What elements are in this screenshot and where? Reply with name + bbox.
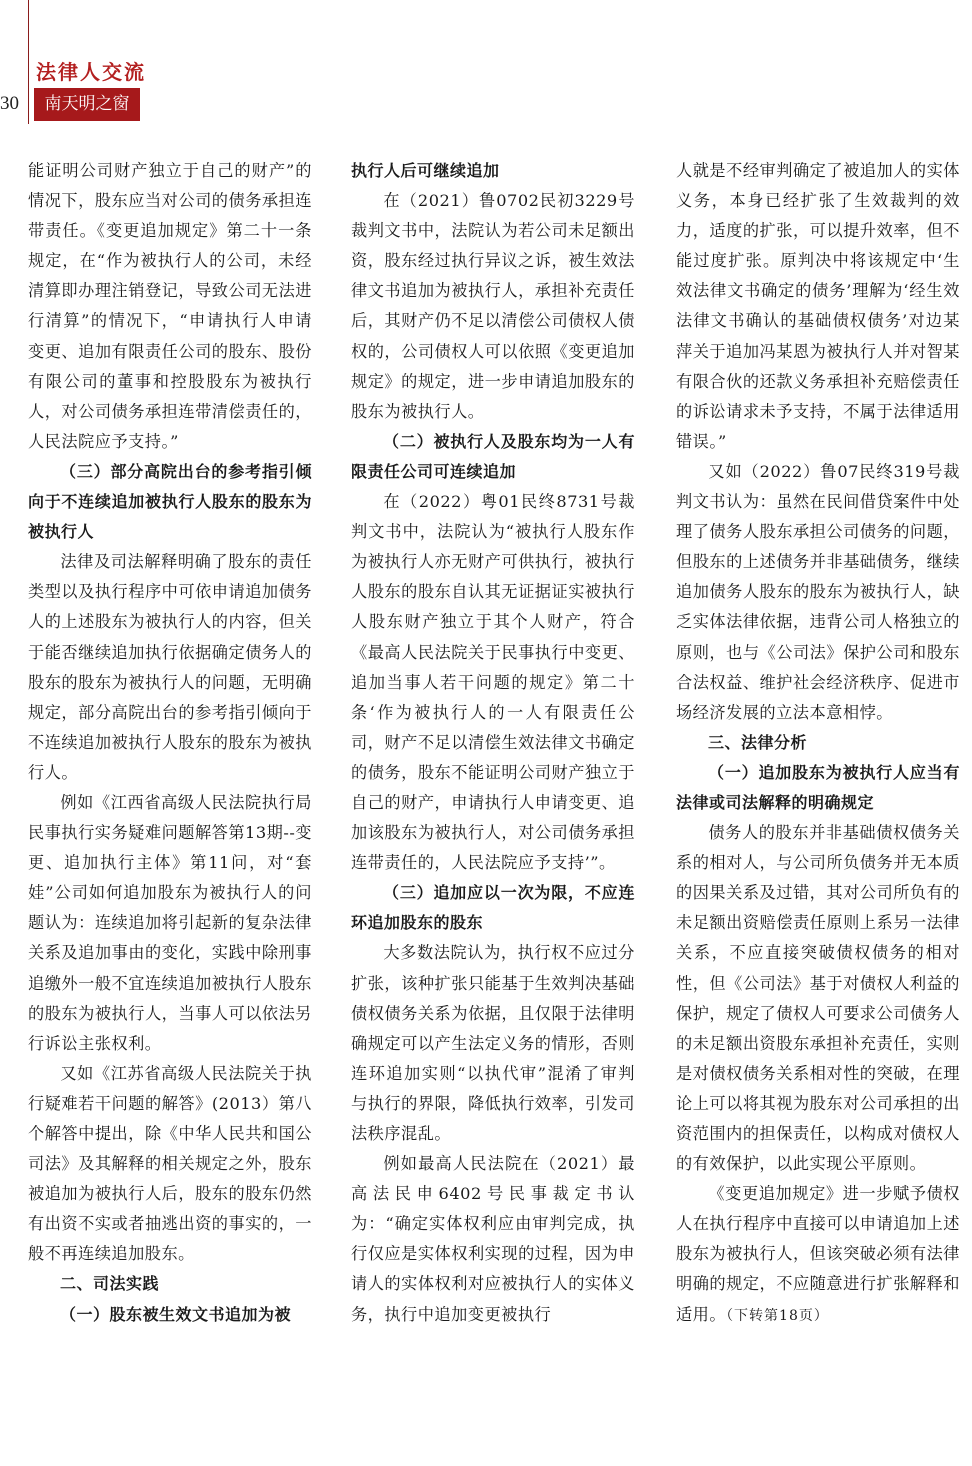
section-title: 法律人交流 bbox=[36, 60, 146, 84]
subheading: （一）股东被生效文书追加为被 bbox=[60, 1304, 292, 1324]
paragraph bbox=[676, 1179, 960, 1330]
header-rule bbox=[28, 0, 29, 124]
subheading: （二）被执行人及股东均为一人有限责任公司可连续追加 bbox=[351, 431, 635, 481]
subheading: （三）部分高院出台的参考指引倾向于不连续追加被执行人股东的股东为被执行人 bbox=[28, 461, 312, 542]
text-column-2 bbox=[351, 156, 635, 1330]
section-heading: 二、司法实践 bbox=[60, 1274, 160, 1294]
subheading-continued: 执行人后可继续追加 bbox=[351, 161, 500, 180]
paragraph-text: 《变更追加规定》进一步赋予债权人在执行程序中直接可以申请追加上述股东为被执行人，但该突破必须有法律明确的规定，不应随意进行扩张解释和适用。 bbox=[676, 1184, 960, 1324]
paragraph: 人就是不经审判确定了被追加人的实体义务，本身已经扩张了生效裁判的效力，适度的扩张，可以提升效率，但不能过度扩张。原判决中将该规定中‘生效法律文书确定的债务’理解为‘经生效法律文书确认的基础债权债务’对边某萍关于追加冯某恩为被执行人并对智某有限合伙的还款义务承担补充赔偿责任的诉讼请求未予支持，不属于法律适用错误。” bbox=[676, 161, 960, 451]
column-tag: 南天明之窗 bbox=[34, 88, 140, 121]
paragraph: 能证明公司财产独立于自己的财产”的情况下，股东应当对公司的债务承担连带责任。《变更追加规定》第二十一条规定，在“作为被执行人的公司，未经清算即办理注销登记，导致公司无法进行清算”的情况下，“申请执行人申请变更、追加有限责任公司的股东、股份有限公司的董事和控股股东为被执行人，对公司债务承担连带清偿责任的，人民法院应予支持。” bbox=[28, 161, 312, 451]
paragraph: 又如《江苏省高级人民法院关于执行疑难若干问题的解答》(2013）第八个解答中提出，除《中华人民共和国公司法》及其解释的相关规定之外，股东被追加为被执行人后，股东的股东仍然有出资不实或者抽逃出资的事实的，一般不再连续追加股东。 bbox=[28, 1063, 312, 1264]
subheading: （三）追加应以一次为限，不应连环追加股东的股东 bbox=[351, 883, 635, 933]
page-number: 30 bbox=[0, 93, 19, 114]
subheading: （一）追加股东为被执行人应当有法律或司法解释的明确规定 bbox=[676, 762, 960, 812]
text-column-1 bbox=[28, 156, 312, 1330]
paragraph: 大多数法院认为，执行权不应过分扩张，该种扩张只能基于生效判决基础债权债务关系为依据，且仅限于法律明确规定可以产生法定义务的情形，否则连环追加实则“以执代审”混淆了审判与执行的界限，降低执行效率，引发司法秩序混乱。 bbox=[351, 943, 635, 1143]
paragraph: 债务人的股东并非基础债权债务关系的相对人，与公司所负债务并无本质的因果关系及过错，其对公司所负有的未足额出资赔偿责任原则上系另一法律关系，不应直接突破债权债务的相对性，但《公司法》基于对债权人利益的保护，规定了债权人可要求公司债务人的未足额出资股东承担补充责任，实则是对债权债务关系相对性的突破，在理论上可以将其视为股东对公司承担的出资范围内的担保责任，以构成对债权人的有效保护，以此实现公平原则。 bbox=[676, 823, 960, 1174]
section-heading: 三、法律分析 bbox=[708, 732, 808, 752]
paragraph: 在（2021）鲁0702民初3229号裁判文书中，法院认为若公司未足额出资，股东经过执行异议之诉，被生效法律文书追加为被执行人，承担补充责任后，其财产仍不足以清偿公司债权人债权的，公司债权人可以依照《变更追加规定》的规定，进一步申请追加股东的股东为被执行人。 bbox=[351, 191, 635, 421]
paragraph: 法律及司法解释明确了股东的责任类型以及执行程序中可依申请追加债务人的上述股东为被执行人的内容，但关于能否继续追加执行依据确定债务人的股东的股东为被执行人的问题，无明确规定，部分高院出台的参考指引倾向于不连续追加被执行人股东的股东为被执行人。 bbox=[28, 552, 312, 782]
paragraph: 在（2022）粤01民终8731号裁判文书中，法院认为“被执行人股东作为被执行人亦无财产可供执行，被执行人股东的股东自认其无证据证实被执行人股东财产独立于其个人财产，符合《最高人民法院关于民事执行中变更、追加当事人若干问题的规定》第二十条‘作为被执行人的一人有限责任公司，财产不足以清偿生效法律文书确定的债务，股东不能证明公司财产独立于自己的财产，申请执行人申请变更、追加该股东为被执行人，对公司债务承担连带责任的，人民法院应予支持’”。 bbox=[351, 492, 635, 873]
paragraph: 又如（2022）鲁07民终319号裁判文书认为：虽然在民间借贷案件中处理了债务人股东承担公司债务的问题，但股东的上述债务并非基础债务，继续追加债务人股东的股东为被执行人，缺乏实体法律依据，违背公司人格独立的原则，也与《公司法》保护公司和股东合法权益、维护社会经济秩序、促进市场经济发展的立法本意相悖。 bbox=[676, 461, 960, 722]
continued-note: （下转第18页） bbox=[726, 1307, 829, 1324]
text-column-3 bbox=[676, 156, 960, 1331]
paragraph: 例如最高人民法院在（2021）最高法民申6402号民事裁定书认为：“确定实体权利应由审判完成，执行仅应是实体权利实现的过程，因为申请人的实体权利对应被执行人的实体义务，执行中追加变更被执行 bbox=[351, 1154, 635, 1324]
paragraph: 例如《江西省高级人民法院执行局民事执行实务疑难问题解答第13期--变更、追加执行主体》第11问，对“套娃”公司如何追加股东为被执行人的问题认为：连续追加将引起新的复杂法律关系及追加事由的变化，实践中除刑事追缴外一般不宜连续追加被执行人股东的股东为被执行人，当事人可以依法另行诉讼主张权利。 bbox=[28, 792, 312, 1053]
